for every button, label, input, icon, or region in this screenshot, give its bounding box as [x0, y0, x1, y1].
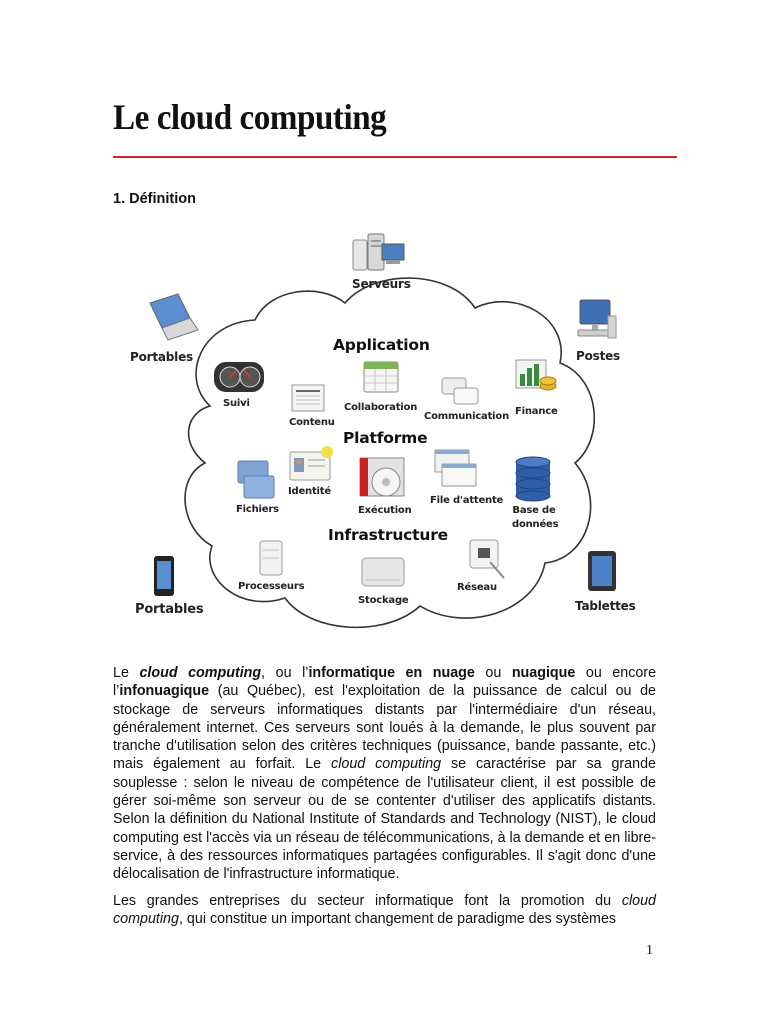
term-cloud-computing-italic: cloud computing [113, 892, 656, 927]
page-number: 1 [646, 943, 653, 958]
collaboration-label: Collaboration [344, 402, 418, 413]
newspaper-icon [292, 385, 324, 411]
contenu-label: Contenu [289, 417, 335, 428]
laptop-icon [150, 294, 198, 340]
suivi-label: Suivi [223, 398, 250, 409]
paragraph-enterprises [113, 892, 656, 929]
reseau-label: Réseau [457, 582, 497, 593]
text-run: se caractérise par sa grande souplesse : selon le niveau de compétence de l'utilisateur client, il est possible de gérer soi-même son serveur ou de se contenter d'utiliser des applicatifs distants. Selon la définition du National Institute of Standards and Technology (NIST), le cloud computing est l'accès via un réseau de télécommunications, à la demande et en libre-service, à des ressources informatiques partagées configurables. Il s'agit donc d'une délocalisation de l'infrastructure informatique. [113, 756, 656, 883]
execution-disc-icon [360, 458, 404, 496]
cloud-computing-diagram [120, 228, 640, 638]
page-title: Le cloud computing [113, 97, 387, 137]
base-donnees-label [512, 505, 559, 530]
gauge-icon [214, 362, 264, 392]
communication-label: Communication [424, 411, 509, 422]
storage-drive-icon [362, 558, 404, 586]
term-cloud-computing: cloud computing [139, 665, 262, 681]
term-cloud-computing-italic: cloud computing [331, 756, 442, 773]
layer-platform-label: Platforme [343, 429, 428, 447]
processeurs-label: Processeurs [238, 581, 305, 592]
execution-label: Exécution [358, 505, 412, 516]
calendar-icon [364, 362, 398, 392]
tablets-label: Tablettes [575, 599, 636, 613]
text-run: (au Québec), est l'exploitation de la puissance de calcul ou de stockage de serveurs informatiques distants par l'intermédiaire d'un réseau, généralement internet. Ces serveurs sont loués à la demande, le plus souvent par tranche d'utilisation selon des critères techniques (puissance, bande passante, etc.) mais également au forfait. Le [113, 683, 656, 773]
finance-label: Finance [515, 406, 558, 417]
laptops-label: Portables [130, 350, 193, 364]
database-icon [516, 457, 550, 501]
identite-label: Identité [288, 486, 331, 497]
base-donnees-line1: Base de [512, 505, 556, 516]
servers-label: Serveurs [352, 277, 411, 291]
term-nuagique: nuagique [511, 665, 576, 681]
phone-icon [154, 556, 174, 596]
body-text [113, 664, 656, 936]
text-run: ou encore l’ [113, 665, 657, 700]
file-attente-label: File d'attente [430, 495, 504, 506]
base-donnees-line2: données [512, 519, 559, 530]
text-run: , ou l’ [261, 665, 309, 681]
text-run: , qui constitue un important changement de paradigme des systèmes [178, 910, 617, 927]
fichiers-label: Fichiers [236, 504, 279, 515]
workstation-icon [578, 300, 616, 338]
text-run: Les grandes entreprises du secteur informatique font la promotion du [113, 892, 622, 909]
tablet-icon [588, 551, 616, 591]
term-informatique-en-nuage: informatique en nuage [308, 665, 475, 681]
layer-infrastructure-label: Infrastructure [328, 526, 448, 544]
layer-application-label: Application [333, 336, 430, 354]
stockage-label: Stockage [358, 595, 409, 606]
text-run: ou [474, 665, 512, 681]
paragraph-definition [113, 664, 656, 884]
servers-icon [353, 234, 404, 270]
title-divider [113, 156, 677, 158]
phones-label: Portables [135, 602, 204, 617]
term-infonuagique: infonuagique [119, 683, 210, 700]
text-run: Le [113, 665, 140, 681]
workstations-label: Postes [576, 349, 620, 363]
processor-icon [260, 541, 282, 575]
section-heading: 1. Définition [113, 191, 196, 207]
